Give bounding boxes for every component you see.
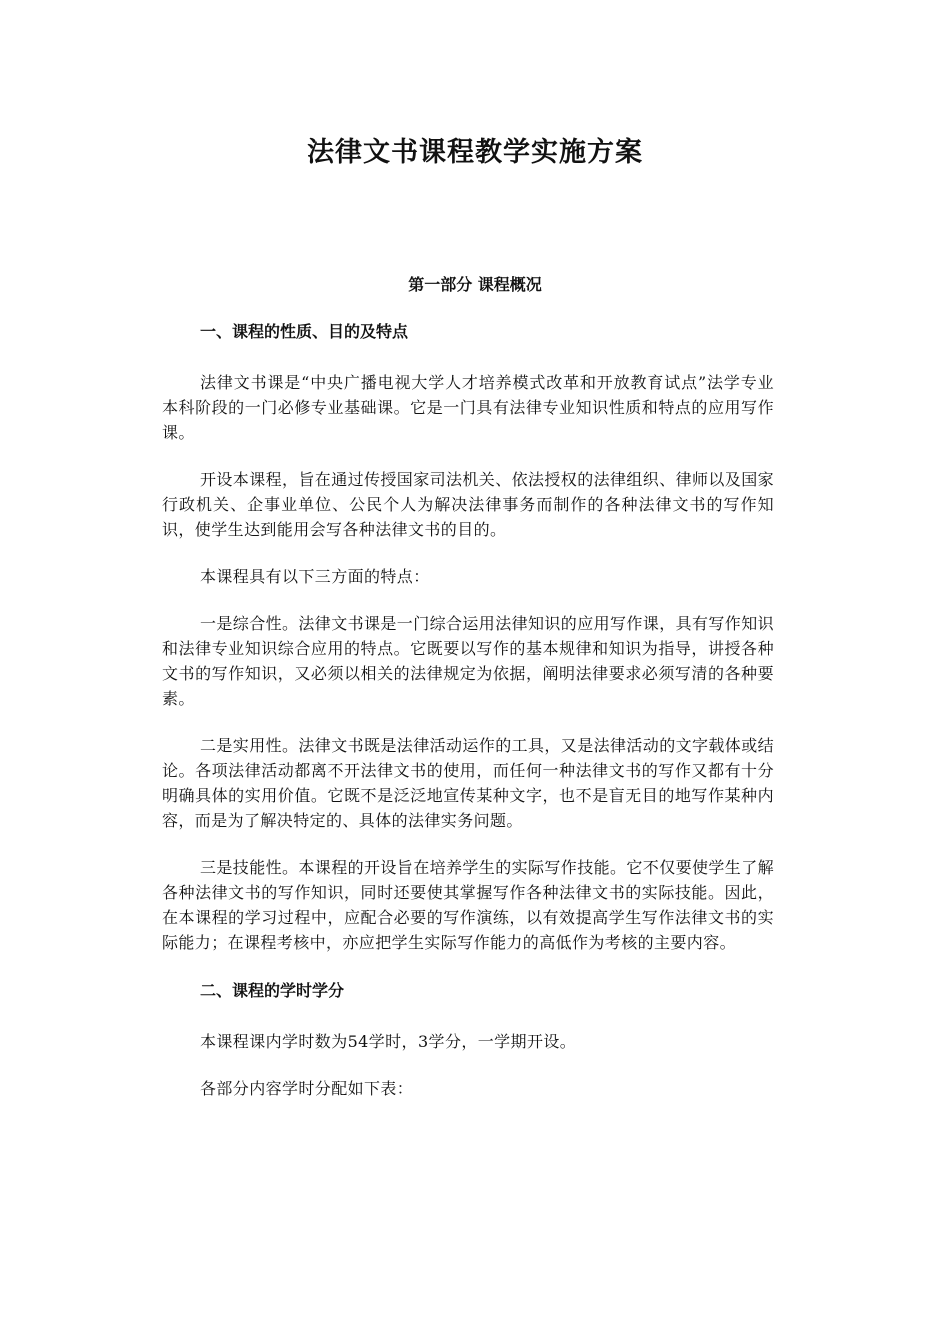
paragraph: 各部分内容学时分配如下表： <box>200 1079 414 1098</box>
paragraph: 二是实用性。法律文书既是法律活动运作的工具，又是法律活动的文字载体或结论。各项法律活动都离不开法律文书的使用，而任何一种法律文书的写作又都有十分明确具体的实用价值。它既不是泛泛地宣传某种文字，也不是盲无目的地写作某种内容，而是为了解决特定的、具体的法律实务问题。 <box>162 736 775 830</box>
document-title: 法律文书课程教学实施方案 <box>307 137 643 168</box>
paragraph: 本课程课内学时数为54学时，3学分，一学期开设。 <box>200 1032 577 1051</box>
section-heading-nature: 一、课程的性质、目的及特点 <box>200 322 409 341</box>
part-title: 第一部分 课程概况 <box>408 275 542 294</box>
paragraph: 开设本课程，旨在通过传授国家司法机关、依法授权的法律组织、律师以及国家行政机关、企事业单位、公民个人为解决法律事务而制作的各种法律文书的写作知识，使学生达到能用会写各种法律文书的目的。 <box>162 470 775 539</box>
paragraph: 一是综合性。法律文书课是一门综合运用法律知识的应用写作课，具有写作知识和法律专业知识综合应用的特点。它既要以写作的基本规律和知识为指导，讲授各种文书的写作知识，又必须以相关的法律规定为依据，阐明法律要求必须写清的各种要素。 <box>162 614 775 708</box>
document-body <box>162 318 774 1123</box>
paragraph: 本课程具有以下三方面的特点： <box>200 567 430 586</box>
section-heading-credits: 二、课程的学时学分 <box>200 981 345 1000</box>
paragraph: 三是技能性。本课程的开设旨在培养学生的实际写作技能。它不仅要使学生了解各种法律文书的写作知识，同时还要使其掌握写作各种法律文书的实际技能。因此，在本课程的学习过程中，应配合必要的写作演练，以有效提高学生写作法律文书的实际能力；在课程考核中，亦应把学生实际写作能力的高低作为考核的主要内容。 <box>162 858 775 952</box>
paragraph: 法律文书课是“中央广播电视大学人才培养模式改革和开放教育试点”法学专业本科阶段的一门必修专业基础课。它是一门具有法律专业知识性质和特点的应用写作课。 <box>162 373 774 442</box>
